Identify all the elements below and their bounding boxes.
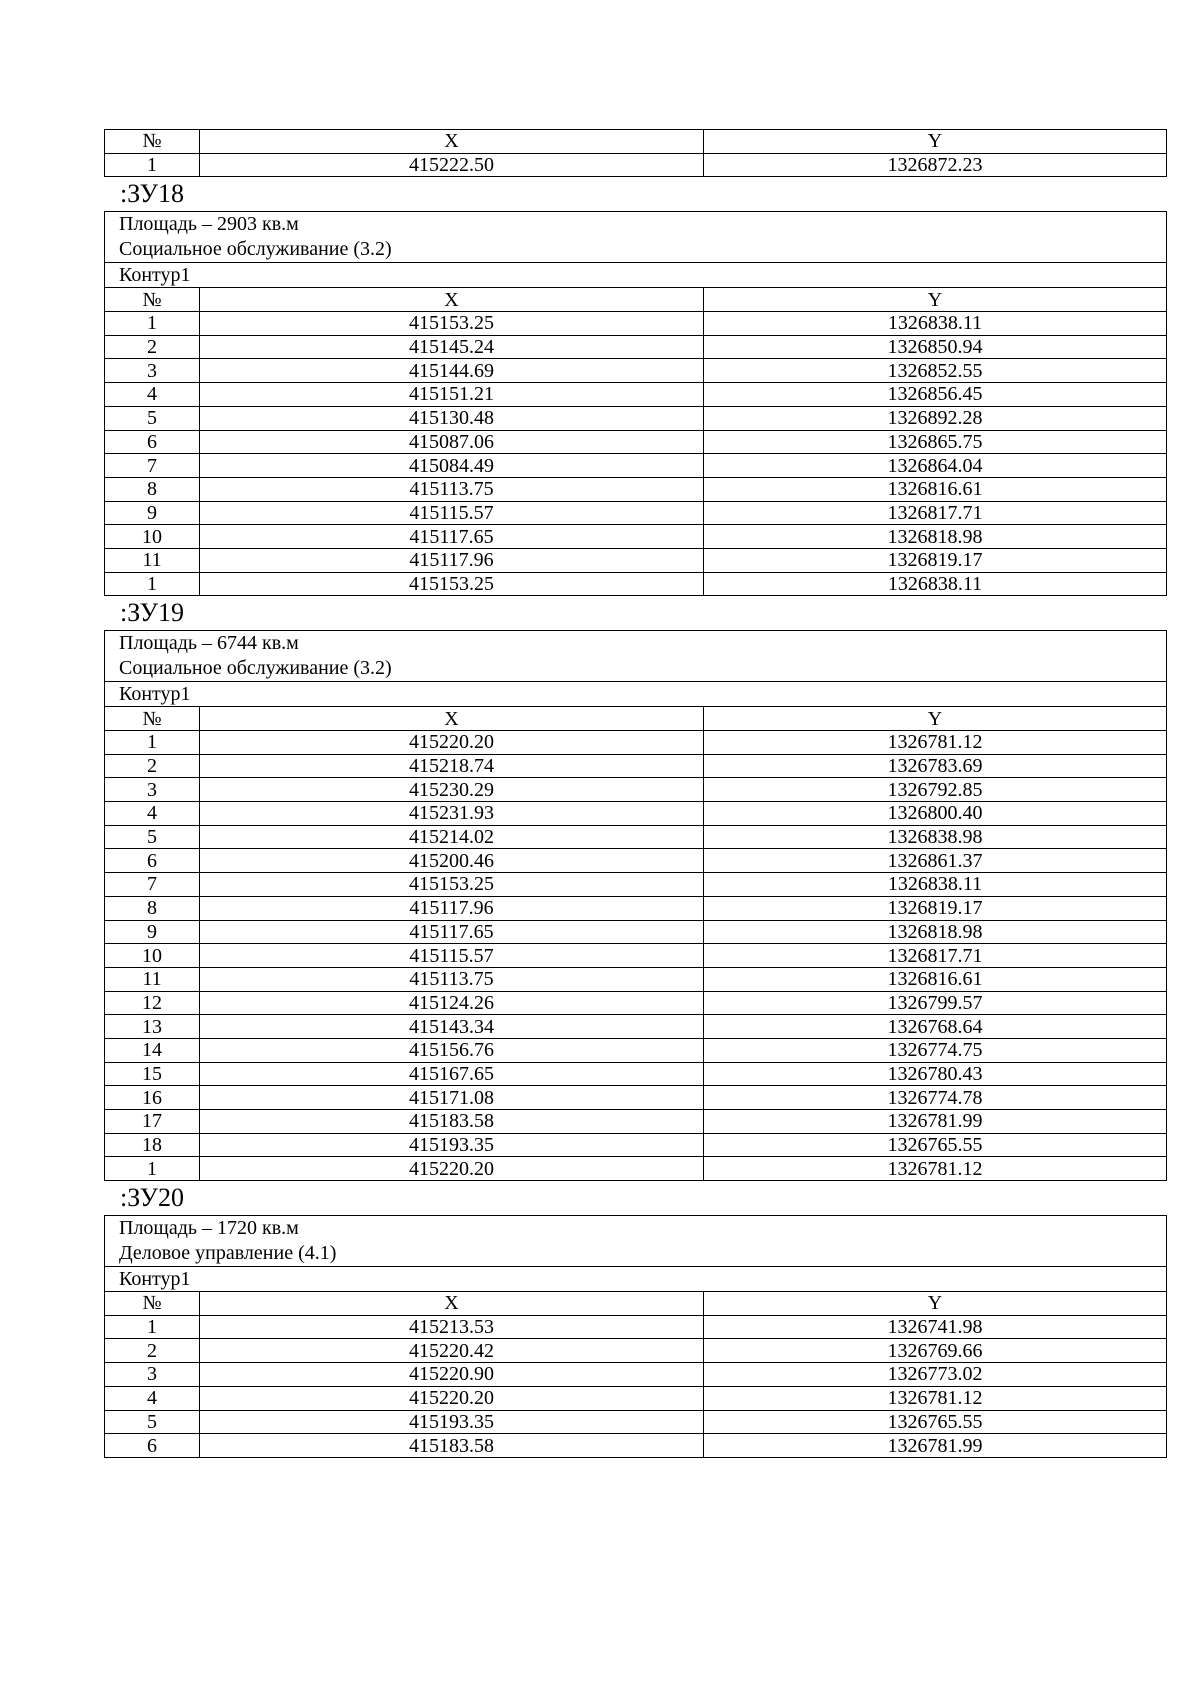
table-row bbox=[105, 383, 1167, 407]
table-row bbox=[105, 1410, 1167, 1434]
header-y: Y bbox=[704, 288, 1167, 312]
coordinate-x: 415153.25 bbox=[200, 312, 704, 336]
table-row bbox=[105, 406, 1167, 430]
header-x: X bbox=[200, 130, 704, 154]
header-num: № bbox=[105, 288, 200, 312]
point-number: 11 bbox=[105, 967, 200, 991]
point-number: 4 bbox=[105, 802, 200, 826]
header-y: Y bbox=[704, 130, 1167, 154]
table-row bbox=[105, 1386, 1167, 1410]
coordinate-y: 1326818.98 bbox=[704, 920, 1167, 944]
coordinate-x: 415153.25 bbox=[200, 572, 704, 596]
point-number: 14 bbox=[105, 1038, 200, 1062]
point-number: 1 bbox=[105, 312, 200, 336]
document-page bbox=[104, 129, 1166, 1458]
table-row bbox=[105, 312, 1167, 336]
point-number: 4 bbox=[105, 1386, 200, 1410]
coordinate-x: 415231.93 bbox=[200, 802, 704, 826]
point-number: 3 bbox=[105, 1363, 200, 1387]
table-row bbox=[105, 1110, 1167, 1134]
coordinate-x: 415220.20 bbox=[200, 1386, 704, 1410]
table-row bbox=[105, 477, 1167, 501]
top-table-body bbox=[105, 130, 1167, 177]
coordinate-x: 415200.46 bbox=[200, 849, 704, 873]
coordinates-table-body bbox=[105, 1216, 1167, 1458]
coordinate-x: 415124.26 bbox=[200, 991, 704, 1015]
coordinate-x: 415144.69 bbox=[200, 359, 704, 383]
table-row bbox=[105, 825, 1167, 849]
table-row bbox=[105, 731, 1167, 755]
contour-row bbox=[105, 263, 1167, 288]
table-row bbox=[105, 849, 1167, 873]
coordinate-x: 415171.08 bbox=[200, 1086, 704, 1110]
table-row bbox=[105, 359, 1167, 383]
header-num: № bbox=[105, 707, 200, 731]
coordinate-x: 415214.02 bbox=[200, 825, 704, 849]
table-row bbox=[105, 1339, 1167, 1363]
coordinate-x: 415117.65 bbox=[200, 920, 704, 944]
point-number: 5 bbox=[105, 406, 200, 430]
coordinate-y: 1326872.23 bbox=[704, 153, 1167, 177]
contour-row bbox=[105, 682, 1167, 707]
coordinate-y: 1326799.57 bbox=[704, 991, 1167, 1015]
header-row bbox=[105, 1292, 1167, 1316]
coordinate-x: 415183.58 bbox=[200, 1110, 704, 1134]
coordinate-x: 415113.75 bbox=[200, 477, 704, 501]
info-row bbox=[105, 212, 1167, 263]
coordinate-y: 1326765.55 bbox=[704, 1410, 1167, 1434]
contour-label: Контур1 bbox=[105, 682, 1167, 707]
contour-label: Контур1 bbox=[105, 263, 1167, 288]
point-number: 10 bbox=[105, 944, 200, 968]
header-row bbox=[105, 288, 1167, 312]
table-row bbox=[105, 754, 1167, 778]
coordinate-x: 415193.35 bbox=[200, 1410, 704, 1434]
coordinate-y: 1326792.85 bbox=[704, 778, 1167, 802]
coordinate-x: 415218.74 bbox=[200, 754, 704, 778]
coordinate-x: 415167.65 bbox=[200, 1062, 704, 1086]
point-number: 11 bbox=[105, 548, 200, 572]
header-x: X bbox=[200, 1292, 704, 1316]
point-number: 2 bbox=[105, 1339, 200, 1363]
coordinate-x: 415193.35 bbox=[200, 1133, 704, 1157]
area-text: Площадь – 2903 кв.м bbox=[119, 213, 299, 236]
coordinate-y: 1326781.12 bbox=[704, 731, 1167, 755]
coordinate-x: 415117.96 bbox=[200, 548, 704, 572]
coordinate-x: 415220.20 bbox=[200, 731, 704, 755]
coordinates-table bbox=[104, 211, 1167, 596]
point-number: 13 bbox=[105, 1015, 200, 1039]
coordinate-x: 415087.06 bbox=[200, 430, 704, 454]
coordinate-y: 1326774.75 bbox=[704, 1038, 1167, 1062]
coordinate-x: 415230.29 bbox=[200, 778, 704, 802]
table-row bbox=[105, 525, 1167, 549]
contour-label: Контур1 bbox=[105, 1267, 1167, 1292]
table-row bbox=[105, 873, 1167, 897]
coordinate-x: 415145.24 bbox=[200, 335, 704, 359]
table-row bbox=[105, 778, 1167, 802]
point-number: 18 bbox=[105, 1133, 200, 1157]
header-num: № bbox=[105, 130, 200, 154]
coordinate-y: 1326781.12 bbox=[704, 1157, 1167, 1181]
point-number: 7 bbox=[105, 873, 200, 897]
usage-text: Социальное обслуживание (3.2) bbox=[119, 238, 392, 261]
info-row bbox=[105, 1216, 1167, 1267]
point-number: 2 bbox=[105, 754, 200, 778]
table-row bbox=[105, 153, 1167, 177]
coordinate-y: 1326838.11 bbox=[704, 312, 1167, 336]
header-y: Y bbox=[704, 1292, 1167, 1316]
table-row bbox=[105, 967, 1167, 991]
table-row bbox=[105, 1157, 1167, 1181]
table-row bbox=[105, 548, 1167, 572]
table-row bbox=[105, 1434, 1167, 1458]
coordinate-y: 1326865.75 bbox=[704, 430, 1167, 454]
point-number: 16 bbox=[105, 1086, 200, 1110]
coordinate-y: 1326817.71 bbox=[704, 501, 1167, 525]
point-number: 15 bbox=[105, 1062, 200, 1086]
coordinate-y: 1326781.12 bbox=[704, 1386, 1167, 1410]
table-row bbox=[105, 1062, 1167, 1086]
coordinate-y: 1326861.37 bbox=[704, 849, 1167, 873]
coordinate-x: 415220.20 bbox=[200, 1157, 704, 1181]
coordinate-x: 415213.53 bbox=[200, 1315, 704, 1339]
coordinate-y: 1326864.04 bbox=[704, 454, 1167, 478]
point-number: 1 bbox=[105, 572, 200, 596]
coordinate-x: 415220.42 bbox=[200, 1339, 704, 1363]
coordinate-x: 415183.58 bbox=[200, 1434, 704, 1458]
area-text: Площадь – 6744 кв.м bbox=[119, 632, 299, 655]
sections-container bbox=[104, 177, 1166, 1458]
coordinates-table-body bbox=[105, 212, 1167, 596]
coordinate-x: 415222.50 bbox=[200, 153, 704, 177]
coordinate-y: 1326838.98 bbox=[704, 825, 1167, 849]
table-row bbox=[105, 1133, 1167, 1157]
coordinate-y: 1326741.98 bbox=[704, 1315, 1167, 1339]
coordinate-y: 1326850.94 bbox=[704, 335, 1167, 359]
section-title: :ЗУ19 bbox=[120, 598, 185, 628]
point-number: 6 bbox=[105, 849, 200, 873]
table-row bbox=[105, 572, 1167, 596]
point-number: 3 bbox=[105, 778, 200, 802]
point-number: 6 bbox=[105, 1434, 200, 1458]
section-title: :ЗУ18 bbox=[120, 179, 185, 209]
section-title: :ЗУ20 bbox=[120, 1183, 185, 1213]
coordinate-y: 1326816.61 bbox=[704, 967, 1167, 991]
coordinate-y: 1326765.55 bbox=[704, 1133, 1167, 1157]
coordinate-x: 415117.96 bbox=[200, 896, 704, 920]
coordinate-y: 1326769.66 bbox=[704, 1339, 1167, 1363]
coordinate-y: 1326819.17 bbox=[704, 896, 1167, 920]
info-row bbox=[105, 631, 1167, 682]
table-row bbox=[105, 802, 1167, 826]
coordinate-x: 415115.57 bbox=[200, 501, 704, 525]
point-number: 5 bbox=[105, 825, 200, 849]
area-text: Площадь – 1720 кв.м bbox=[119, 1217, 299, 1240]
coordinate-x: 415115.57 bbox=[200, 944, 704, 968]
contour-row bbox=[105, 1267, 1167, 1292]
coordinate-y: 1326783.69 bbox=[704, 754, 1167, 778]
coordinate-y: 1326817.71 bbox=[704, 944, 1167, 968]
point-number: 17 bbox=[105, 1110, 200, 1134]
usage-text: Деловое управление (4.1) bbox=[119, 1242, 337, 1265]
header-y: Y bbox=[704, 707, 1167, 731]
coordinate-x: 415156.76 bbox=[200, 1038, 704, 1062]
point-number: 8 bbox=[105, 896, 200, 920]
coordinate-y: 1326856.45 bbox=[704, 383, 1167, 407]
coordinate-y: 1326816.61 bbox=[704, 477, 1167, 501]
coordinate-y: 1326852.55 bbox=[704, 359, 1167, 383]
coordinate-x: 415117.65 bbox=[200, 525, 704, 549]
point-number: 2 bbox=[105, 335, 200, 359]
coordinate-x: 415151.21 bbox=[200, 383, 704, 407]
coordinate-y: 1326838.11 bbox=[704, 572, 1167, 596]
point-number: 9 bbox=[105, 920, 200, 944]
coordinate-y: 1326774.78 bbox=[704, 1086, 1167, 1110]
point-number: 1 bbox=[105, 1315, 200, 1339]
point-number: 6 bbox=[105, 430, 200, 454]
table-row bbox=[105, 335, 1167, 359]
header-row bbox=[105, 707, 1167, 731]
table-row bbox=[105, 920, 1167, 944]
point-number: 3 bbox=[105, 359, 200, 383]
point-number: 1 bbox=[105, 731, 200, 755]
header-x: X bbox=[200, 288, 704, 312]
coordinate-x: 415143.34 bbox=[200, 1015, 704, 1039]
coordinates-table bbox=[104, 630, 1167, 1181]
point-number: 4 bbox=[105, 383, 200, 407]
table-row bbox=[105, 1015, 1167, 1039]
table-row bbox=[105, 1086, 1167, 1110]
point-number: 9 bbox=[105, 501, 200, 525]
table-row bbox=[105, 454, 1167, 478]
table-row bbox=[105, 1038, 1167, 1062]
coordinate-y: 1326780.43 bbox=[704, 1062, 1167, 1086]
point-number: 1 bbox=[105, 153, 200, 177]
table-row bbox=[105, 501, 1167, 525]
point-number: 10 bbox=[105, 525, 200, 549]
coordinates-table-body bbox=[105, 631, 1167, 1181]
table-row bbox=[105, 1315, 1167, 1339]
header-x: X bbox=[200, 707, 704, 731]
coordinate-x: 415220.90 bbox=[200, 1363, 704, 1387]
header-row bbox=[105, 130, 1167, 154]
point-number: 1 bbox=[105, 1157, 200, 1181]
point-number: 12 bbox=[105, 991, 200, 1015]
point-number: 7 bbox=[105, 454, 200, 478]
coordinate-y: 1326800.40 bbox=[704, 802, 1167, 826]
coordinate-x: 415130.48 bbox=[200, 406, 704, 430]
coordinate-y: 1326892.28 bbox=[704, 406, 1167, 430]
coordinate-y: 1326838.11 bbox=[704, 873, 1167, 897]
coordinate-y: 1326781.99 bbox=[704, 1110, 1167, 1134]
usage-text: Социальное обслуживание (3.2) bbox=[119, 657, 392, 680]
coordinates-table bbox=[104, 1215, 1167, 1458]
parcel-info bbox=[105, 1216, 1167, 1267]
parcel-info bbox=[105, 212, 1167, 263]
parcel-info bbox=[105, 631, 1167, 682]
point-number: 5 bbox=[105, 1410, 200, 1434]
table-row bbox=[105, 1363, 1167, 1387]
point-number: 8 bbox=[105, 477, 200, 501]
coordinate-y: 1326773.02 bbox=[704, 1363, 1167, 1387]
coordinate-y: 1326781.99 bbox=[704, 1434, 1167, 1458]
coordinate-y: 1326819.17 bbox=[704, 548, 1167, 572]
coordinate-x: 415084.49 bbox=[200, 454, 704, 478]
coordinate-x: 415153.25 bbox=[200, 873, 704, 897]
top-coordinates-table bbox=[104, 129, 1167, 177]
header-num: № bbox=[105, 1292, 200, 1316]
coordinate-x: 415113.75 bbox=[200, 967, 704, 991]
coordinate-y: 1326818.98 bbox=[704, 525, 1167, 549]
table-row bbox=[105, 430, 1167, 454]
table-row bbox=[105, 896, 1167, 920]
table-row bbox=[105, 991, 1167, 1015]
coordinate-y: 1326768.64 bbox=[704, 1015, 1167, 1039]
table-row bbox=[105, 944, 1167, 968]
